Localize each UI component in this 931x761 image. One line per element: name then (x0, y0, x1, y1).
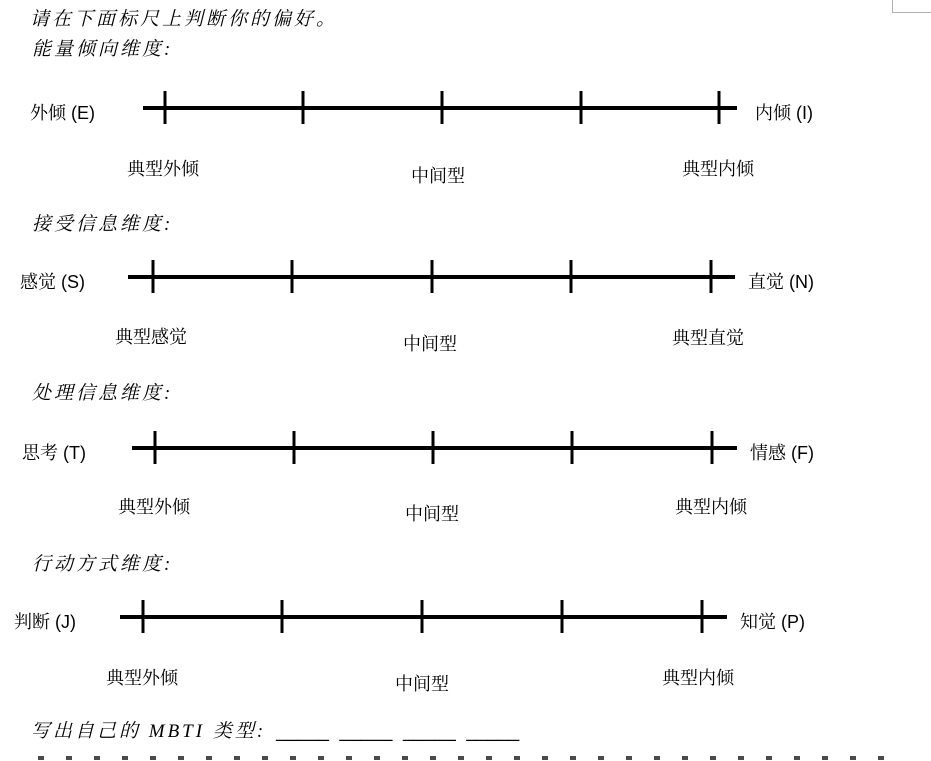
tick-mark (163, 91, 166, 124)
scale-left-label: 外倾 (E) (30, 103, 95, 123)
dimension-header: 接受信息维度: (32, 214, 174, 235)
scale-line[interactable] (143, 106, 737, 110)
anchor-label-left: 典型外倾 (127, 159, 199, 179)
scale-line[interactable] (120, 615, 727, 619)
tick-mark (440, 91, 443, 124)
mbti-type-blanks[interactable]: _____ _____ _____ _____ (276, 721, 520, 742)
anchor-label-right: 典型内倾 (675, 497, 747, 517)
tick-mark (290, 260, 293, 293)
page-title: 请在下面标尺上判断你的偏好。 (30, 9, 339, 30)
tick-mark (709, 260, 712, 293)
textbox-border-horizontal (892, 12, 931, 13)
dimension-header: 处理信息维度: (32, 383, 174, 404)
scale-left-label: 感觉 (S) (20, 272, 85, 292)
tick-mark (432, 431, 435, 464)
tick-mark (571, 431, 574, 464)
tick-mark (579, 91, 582, 124)
tick-mark (153, 431, 156, 464)
mbti-type-label: 写出自己的 MBTI 类型: (31, 721, 267, 742)
anchor-label-right: 典型直觉 (672, 328, 744, 348)
scale-line[interactable] (132, 446, 737, 450)
scale-right-label: 内倾 (I) (755, 103, 813, 123)
anchor-label-middle: 中间型 (411, 166, 465, 186)
anchor-label-middle: 中间型 (403, 334, 457, 354)
anchor-label-left: 典型外倾 (106, 668, 178, 688)
tick-mark (431, 260, 434, 293)
dimension-header: 行动方式维度: (32, 554, 174, 575)
scale-right-label: 直觉 (N) (748, 272, 814, 292)
anchor-label-left: 典型感觉 (115, 327, 187, 347)
tick-mark (570, 260, 573, 293)
tick-mark (302, 91, 305, 124)
anchor-label-middle: 中间型 (395, 674, 449, 694)
anchor-label-middle: 中间型 (405, 504, 459, 524)
tick-mark (701, 600, 704, 633)
scale-line[interactable] (128, 275, 735, 279)
tick-mark (711, 431, 714, 464)
tick-mark (718, 91, 721, 124)
tick-mark (142, 600, 145, 633)
anchor-label-left: 典型外倾 (118, 497, 190, 517)
scale-left-label: 思考 (T) (22, 443, 86, 463)
mbti-type-line (31, 719, 519, 745)
scale-right-label: 情感 (F) (750, 443, 814, 463)
clipped-text-line (38, 756, 906, 760)
dimension-header: 能量倾向维度: (32, 39, 174, 60)
tick-mark (281, 600, 284, 633)
tick-mark (293, 431, 296, 464)
scale-left-label: 判断 (J) (14, 612, 76, 632)
tick-mark (421, 600, 424, 633)
scale-right-label: 知觉 (P) (740, 612, 805, 632)
tick-mark (560, 600, 563, 633)
tick-mark (151, 260, 154, 293)
anchor-label-right: 典型内倾 (682, 159, 754, 179)
anchor-label-right: 典型内倾 (662, 668, 734, 688)
